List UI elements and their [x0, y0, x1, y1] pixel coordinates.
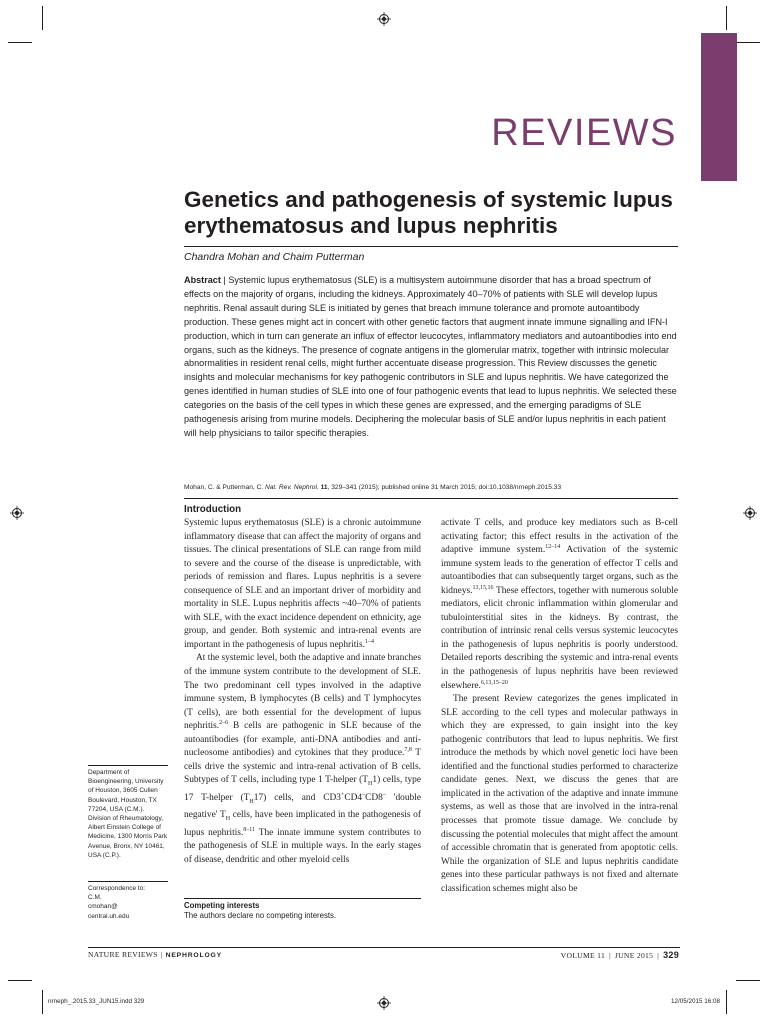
paragraph [441, 693, 678, 896]
registration-mark-icon [377, 12, 391, 26]
superscript: – [382, 791, 386, 798]
section-label: REVIEWS [491, 112, 677, 154]
text: Systemic lupus erythematosus (SLE) is a chronic autoimmune inflammatory disease that can affect the majority of organs and tissues. The clinical presentations of SLE can range from mild to severe and the course of the disease is unpredictable, with periods of remission and flares. Lupus nephritis is a severe consequence of SLE and an important driver of morbidity and mortality in SLE. Lupus nephritis affects ~40–70% of patients with SLE, with the exact incidence dependent on ethnicity, age group, and gender. Both systemic and intra-renal events are important in the pathogenesis of lupus nephritis. [184, 518, 421, 650]
text: 17) cells, and CD3 [253, 792, 341, 803]
superscript: – [362, 791, 366, 798]
paragraph [441, 517, 678, 693]
footer-journal [88, 950, 222, 959]
correspondence [88, 884, 168, 921]
subscript: H [249, 798, 254, 805]
superscript: + [340, 791, 345, 798]
article-title: Genetics and pathogenesis of systemic lupus erythematosus and lupus nephritis [184, 187, 673, 238]
crop-mark [736, 42, 760, 43]
correspondence-divider [88, 881, 168, 882]
text: The innate immune system contributes to the pathogenesis of SLE in multiple ways. In the early stages of disease, dendritic and other myeloid cells [184, 827, 422, 865]
text: B cells are pathogenic in SLE because of the autoantibodies (for example, anti-DNA antibodies and anti-nucleosome antibodies) and cytokines that they produce. [184, 721, 421, 759]
text: The present Review categorizes the genes implicated in SLE according to the cell types and molecular pathways in which they are expressed, to gain insight into the key pathogenic contributors that lead to lupus nephritis. We first introduce the methods by which novel genetic loci have been identified and the functional studies performed to characterize candidate genes. Next, we discuss the genes that are implicated in the activation of the adaptive and innate immune systems, as well as those that are involved in the intra-renal processes that promote tissue damage. We conclude by discussing the potential molecules that might affect the amount of accessible chromatin that is generated from apoptotic cells. While the organization of SLE and lupus nephritis candidate genes into these particular pathways is not fixed and alternate classification schemes might also be [441, 694, 678, 894]
reference[interactable]: 13,15,16 [472, 584, 494, 591]
abstract-text: Systemic lupus erythematosus (SLE) is a multisystem autoimmune disorder that has a broad spectrum of effects on the majority of organs, including the kidneys. Approximately 40–70% of patients with SLE will develop lupus nephritis. Renal assault during SLE is initiated by genes that breach immune tolerance and promote autoantibody production. These genes might act in concert with other genetic factors that augment innate immune signalling and IFN-I production, which in turn can generate an influx of effector leucocytes, inflammatory mediators and autoantibodies into end organs, such as the kidneys. The presence of cognate antigens in the glomerular matrix, together with intrinsic molecular abnormalities in resident renal cells, might further accentuate disease progression. This Review discusses the genetic insights and molecular mechanisms for key pathogenic contributors in SLE and lupus nephritis. We have categorized the genes identified in human studies of SLE into one of four pathogenic events that lead to lupus nephritis. We selected these categories on the basis of the cell types in which these genes are expressed, and the emerging paradigms of SLE pathogenesis arising from murine models. Deciphering the molecular basis of SLE and/or lupus nephritis in each patient will help physicians to tailor specific therapies. [184, 275, 677, 438]
text: 1) cells, type 17 T-helper (T [184, 775, 421, 803]
paragraph [184, 517, 421, 652]
reference[interactable]: 2–6 [219, 720, 229, 727]
footer-separator: | [609, 951, 611, 960]
text: CD4 [344, 792, 363, 803]
crop-mark [42, 6, 43, 30]
text: These effectors, together with numerous soluble mediators, elicit chronic inflammation within glomerular and tubulointerstitial sites in the kidneys. By contrast, the contribution of intrinsic renal cells versus systemic leucocytes in the pathogenesis of lupus nephritis is poorly understood. Detailed reports describing the systemic and intra-renal events in the pathogenesis of lupus nephritis have been reviewed elsewhere. [441, 585, 678, 691]
crop-mark [736, 980, 760, 981]
authors: Chandra Mohan and Chaim Putterman [184, 251, 365, 263]
text: activate T cells, and produce key mediators such as B-cell activating factor; this effect results in the activation of the adaptive immune system. [441, 518, 678, 556]
print-slug-timestamp: 12/05/2015 16:08 [670, 998, 720, 1005]
footer-separator: | [160, 950, 163, 959]
correspondence-label: Correspondence to: [88, 885, 146, 892]
journal-name: NEPHROLOGY [165, 952, 222, 959]
footer-issue [561, 950, 679, 960]
print-slug-file: nrneph_.2015.33_JUN15.indd 329 [48, 998, 145, 1005]
paragraph [184, 652, 421, 867]
registration-mark-icon [10, 506, 24, 520]
footer-separator: | [657, 951, 660, 960]
reference[interactable]: 1–4 [364, 638, 374, 645]
crop-mark [8, 42, 32, 43]
crop-mark [726, 6, 727, 30]
subscript: H [368, 781, 373, 788]
crop-mark [42, 990, 43, 1014]
volume: VOLUME 11 [560, 951, 606, 960]
email-part: cmohan@ [88, 903, 118, 911]
correspondence-email[interactable] [88, 902, 168, 920]
citation-divider [184, 498, 678, 499]
citation-line [184, 484, 684, 491]
text: Activation of the systemic immune system leads to the generation of effector T cells and autoantibodies that can subsequently target organs, such as the kidneys. [441, 545, 678, 596]
reference[interactable]: 8–11 [243, 826, 256, 833]
affiliations-divider [88, 765, 168, 766]
email-part: central.uh.edu [88, 912, 130, 920]
page-number: 329 [663, 950, 679, 960]
text: 'double negative' T [184, 792, 421, 821]
abstract [184, 274, 678, 441]
citation-prefix: Mohan, C. & Putterman, C. [184, 484, 265, 491]
abstract-separator: | [220, 275, 229, 285]
reference[interactable]: 7,8 [404, 747, 412, 754]
registration-mark-icon [743, 506, 757, 520]
crop-mark [726, 990, 727, 1014]
text: CD8 [365, 792, 383, 803]
section-heading: Introduction [184, 504, 242, 515]
subscript: H [225, 816, 231, 823]
citation-rest: , 329–341 (2015); published online 31 March 2015; doi:10.1038/nrneph.2015.33 [327, 484, 562, 491]
citation-volume: 11 [320, 484, 328, 491]
citation-journal: Nat. Rev. Nephrol. [265, 484, 319, 491]
footer-divider [88, 947, 680, 948]
correspondence-initials: C.M. [88, 894, 102, 902]
text: cells, have been implicated in the pathogenesis of lupus nephritis. [184, 810, 421, 838]
competing-interests-text: The authors declare no competing interests. [184, 911, 337, 920]
competing-interests-heading: Competing interests [184, 901, 260, 910]
affiliations: Department of Bioengineering, University of Houston, 3605 Cullen Boulevard, Houston, TX 77204, USA (C.M.). Division of Rheumatology, Albert Einstein College of Medicine, 1300 Morris Park Avenue, Bronx, NY 10461, USA (C.P.). [88, 769, 168, 859]
section-color-tab [701, 33, 737, 181]
text: T cells drive the systemic and intra-renal activation of B cells. Subtypes of T cells, including type 1 T-helper (T [184, 748, 421, 786]
body-column-right [441, 517, 678, 896]
text: At the systemic level, both the adaptive and innate branches of the immune system contribute to the development of SLE. The two predominant cell types involved in the adaptive immune system, B lymphocytes (B cells) and T lymphocytes (T cells), are both essential for the development of lupus nephritis. [184, 653, 421, 732]
crop-mark [8, 980, 32, 981]
title-divider [184, 246, 678, 247]
issue-date: JUNE 2015 [614, 951, 654, 960]
registration-mark-icon [377, 996, 391, 1010]
reference[interactable]: 6,13,15–20 [480, 679, 508, 686]
journal-prefix: NATURE REVIEWS [88, 950, 158, 959]
reference[interactable]: 12–14 [545, 543, 561, 550]
competing-interests-divider [184, 898, 421, 899]
abstract-label: Abstract [184, 275, 221, 285]
body-column-left [184, 517, 421, 867]
